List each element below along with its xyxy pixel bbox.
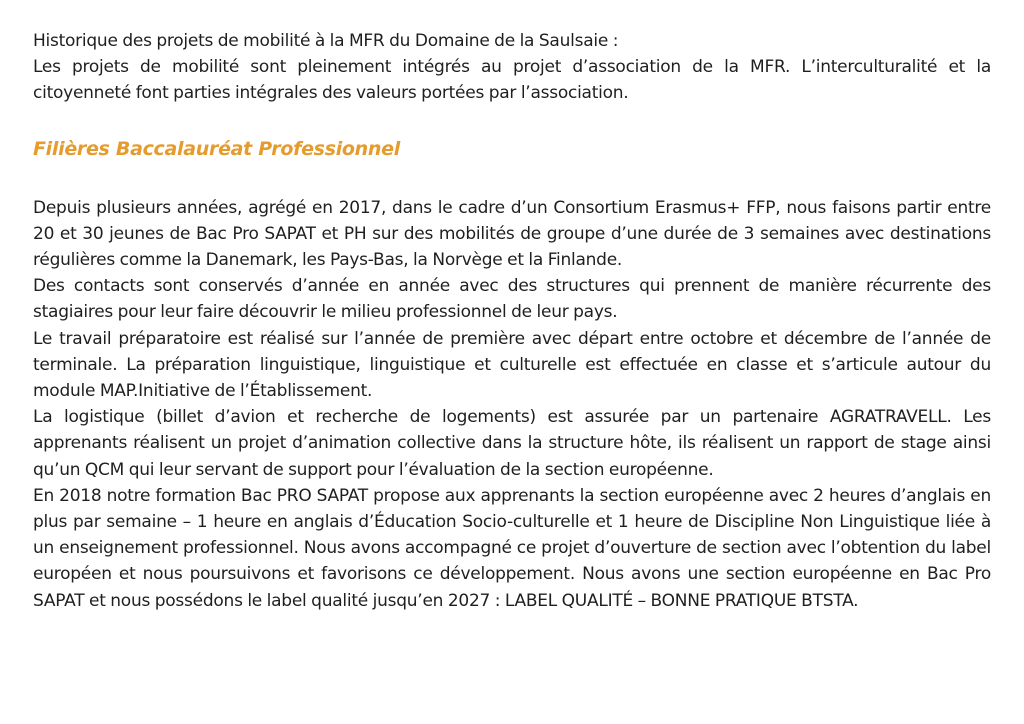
section-spacer — [33, 164, 991, 195]
paragraph-european-section: En 2018 notre formation Bac PRO SAPAT propose aux apprenants la section européenne avec 2 heures d’anglais en plus par semaine – 1 heure en anglais d’Éducation Socio-culturelle et 1 heure de Discipline Non Linguistique liée à un enseignement professionnel. Nous avons accompagné ce projet d’ouverture de section avec l’obtention du label européen et nous poursuivons et favorisons ce développement. Nous avons une section européenne en Bac Pro SAPAT et nous possédons le label qualité jusqu’en 2027 : LABEL QUALITÉ – BONNE PRATIQUE BTSTA. — [33, 485, 991, 611]
paragraph-logistics: La logistique (billet d’avion et recherche de logements) est assurée par un partenaire AGRATRAVELL. Les apprenants réalisent un projet d’animation collective dans la structure hôte, ils réalisent un rapport de stage ainsi qu’un QCM qui leur servant de support pour l’évaluation de la section européenne. — [33, 407, 991, 480]
paragraph-contacts: Des contacts sont conservés d’année en année avec des structures qui prennent de manière récurrente des stagiaires pour leur faire découvrir le milieu professionnel de leur pays. — [33, 276, 991, 323]
document-page — [33, 28, 991, 614]
section-body — [33, 195, 991, 614]
paragraph-preparation: Le travail préparatoire est réalisé sur l’année de première avec départ entre octobre et décembre de l’année de terminale. La préparation linguistique, linguistique et culturelle est effectuée en classe et s’articule autour du module MAP.Initiative de l’Établissement. — [33, 328, 991, 402]
paragraph-consortium: Depuis plusieurs années, agrégé en 2017, dans le cadre d’un Consortium Erasmus+ FFP, nous faisons partir entre 20 et 30 jeunes de Bac Pro SAPAT et PH sur des mobilités de groupe d’une durée de 3 semaines avec destinations régulières comme la Danemark, les Pays-Bas, la Norvège et la Finlande. — [33, 197, 991, 271]
section-title: Filières Baccalauréat Professionnel — [33, 137, 400, 160]
intro-heading: Historique des projets de mobilité à la MFR du Domaine de la Saulsaie : — [33, 31, 619, 51]
intro-paragraph: Les projets de mobilité sont pleinement intégrés au projet d’association de la MFR. L’interculturalité et la citoyenneté font parties intégrales des valeurs portées par l’association. — [33, 57, 991, 104]
